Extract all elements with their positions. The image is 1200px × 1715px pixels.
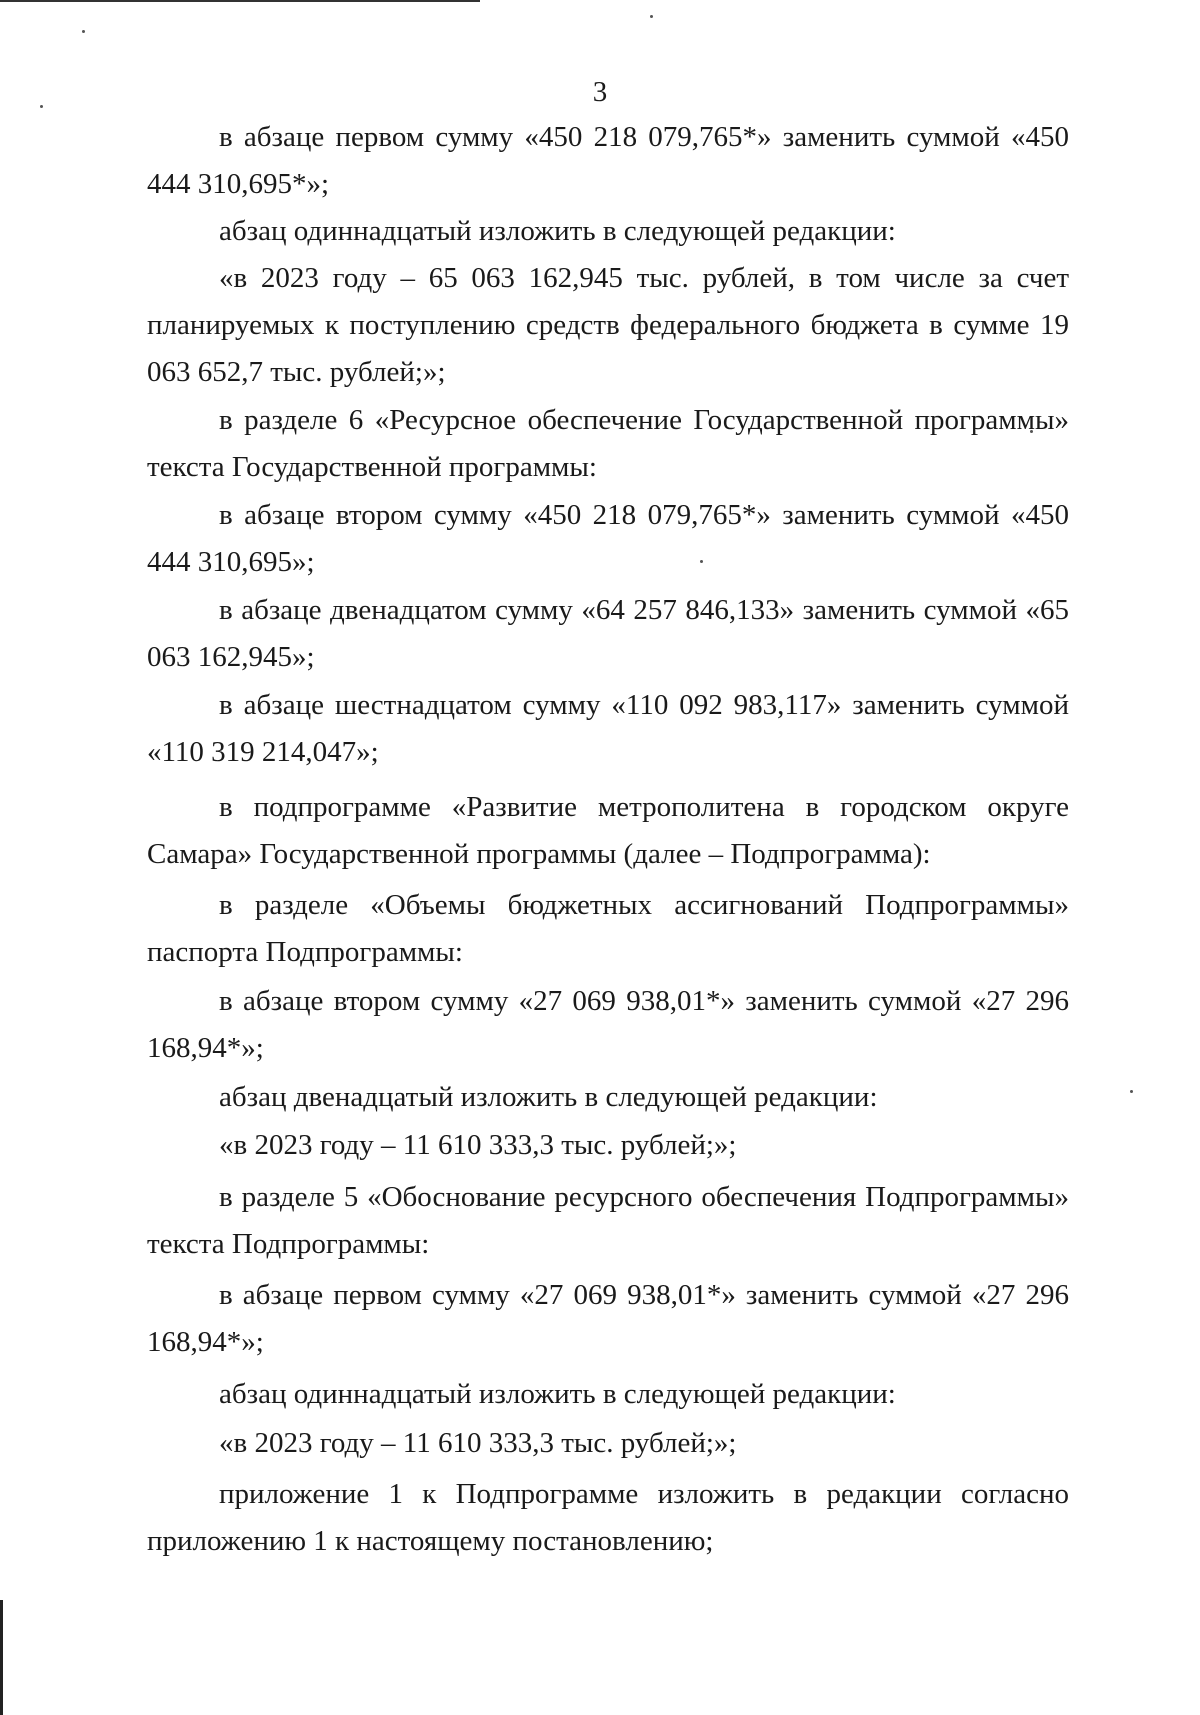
paragraph-16 (147, 1420, 1069, 1467)
scan-speck (650, 15, 653, 18)
paragraph-text: «в 2023 году – 11 610 333,3 тыс. рублей;»; (219, 1129, 737, 1161)
paragraph-2 (147, 208, 1069, 255)
paragraph-text: абзац двенадцатый изложить в следующей редакции: (219, 1081, 878, 1113)
paragraph-text: в абзаце шестнадцатом сумму «110 092 983,117» заменить суммой «110 319 214,047»; (147, 689, 1069, 768)
paragraph-text: в разделе «Объемы бюджетных ассигнований Подпрограммы» паспорта Подпрограммы: (147, 889, 1069, 968)
paragraph-17 (147, 1471, 1069, 1565)
paragraph-text: абзац одиннадцатый изложить в следующей редакции: (219, 215, 896, 247)
page-number: 3 (592, 76, 608, 108)
paragraph-11 (147, 1074, 1069, 1121)
paragraph-text: «в 2023 году – 65 063 162,945 тыс. рублей, в том числе за счет планируемых к поступлению средств федерального бюджета в сумме 19 063 652,7 тыс. рублей;»; (147, 262, 1069, 388)
paragraph-text: приложение 1 к Подпрограмме изложить в редакции согласно приложению 1 к настоящему постановлению; (147, 1478, 1069, 1557)
paragraph-text: «в 2023 году – 11 610 333,3 тыс. рублей;»; (219, 1427, 737, 1459)
paragraph-text: в абзаце втором сумму «450 218 079,765*» заменить суммой «450 444 310,695»; (147, 499, 1069, 578)
paragraph-text: в абзаце первом сумму «450 218 079,765*» заменить суммой «450 444 310,695*»; (147, 121, 1069, 200)
paragraph-12 (147, 1122, 1069, 1169)
paragraph-14 (147, 1272, 1069, 1366)
paragraph-text: абзац одиннадцатый изложить в следующей редакции: (219, 1378, 896, 1410)
paragraph-text: в абзаце двенадцатом сумму «64 257 846,133» заменить суммой «65 063 162,945»; (147, 594, 1069, 673)
scan-speck (1130, 1090, 1133, 1093)
paragraph-4 (147, 397, 1069, 491)
paragraph-1 (147, 114, 1069, 208)
paragraph-5 (147, 492, 1069, 586)
paragraph-text: в разделе 5 «Обоснование ресурсного обеспечения Подпрограммы» текста Подпрограммы: (147, 1181, 1069, 1260)
scan-artifact-top (0, 0, 480, 2)
paragraph-text: в абзаце втором сумму «27 069 938,01*» заменить суммой «27 296 168,94*»; (147, 985, 1069, 1064)
paragraph-3 (147, 255, 1069, 396)
scan-artifact-edge (0, 1600, 3, 1715)
paragraph-9 (147, 882, 1069, 976)
paragraph-6 (147, 587, 1069, 681)
paragraph-8 (147, 784, 1069, 878)
paragraph-text: в разделе 6 «Ресурсное обеспечение Государственной программы» текста Государственной программы: (147, 404, 1069, 483)
paragraph-7 (147, 682, 1069, 776)
paragraph-text: в подпрограмме «Развитие метрополитена в городском округе Самара» Государственной программы (далее – Подпрограмма): (147, 791, 1069, 870)
scan-speck (82, 30, 85, 33)
paragraph-10 (147, 978, 1069, 1072)
paragraph-15 (147, 1371, 1069, 1418)
paragraph-text: в абзаце первом сумму «27 069 938,01*» заменить суммой «27 296 168,94*»; (147, 1279, 1069, 1358)
paragraph-13 (147, 1174, 1069, 1268)
